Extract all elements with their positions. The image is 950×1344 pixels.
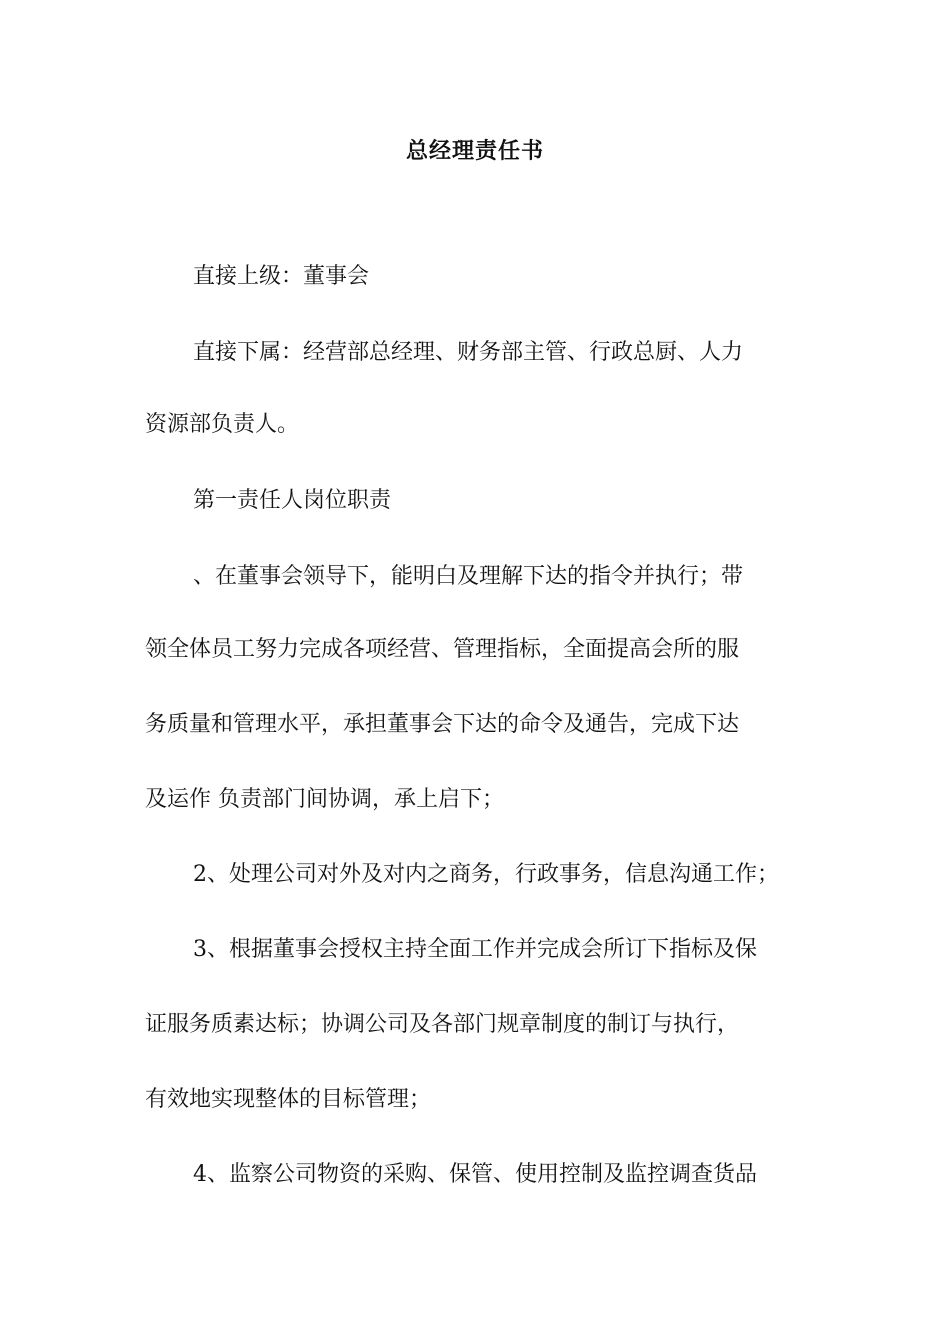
duty-3-line: 证服务质素达标；协调公司及各部门规章制度的制订与执行， (145, 1012, 740, 1037)
duty-1-line: 、在董事会领导下，能明白及理解下达的指令并执行；带 (193, 564, 744, 589)
duty-1-line: 及运作 负责部门间协调，承上启下； (145, 787, 504, 812)
subordinates-line: 直接下属：经营部总经理、财务部主管、行政总厨、人力 (193, 340, 744, 365)
duty-3-line: 有效地实现整体的目标管理； (145, 1087, 432, 1112)
superior-line: 直接上级：董事会 (193, 264, 370, 289)
subordinates-line-cont: 资源部负责人。 (145, 412, 300, 437)
duty-1-line: 领全体员工努力完成各项经营、管理指标，全面提高会所的服 (145, 637, 740, 662)
duty-2-line: 2、处理公司对外及对内之商务，行政事务，信息沟通工作； (193, 862, 779, 887)
duty-4-line: 4、监察公司物资的采购、保管、使用控制及监控调查货品 (193, 1162, 757, 1187)
section-heading: 第一责任人岗位职责 (193, 488, 392, 513)
document-title: 总经理责任书 (405, 139, 544, 164)
duty-3-line: 3、根据董事会授权主持全面工作并完成会所订下指标及保 (193, 937, 757, 962)
duty-1-line: 务质量和管理水平，承担董事会下达的命令及通告，完成下达 (145, 712, 740, 737)
